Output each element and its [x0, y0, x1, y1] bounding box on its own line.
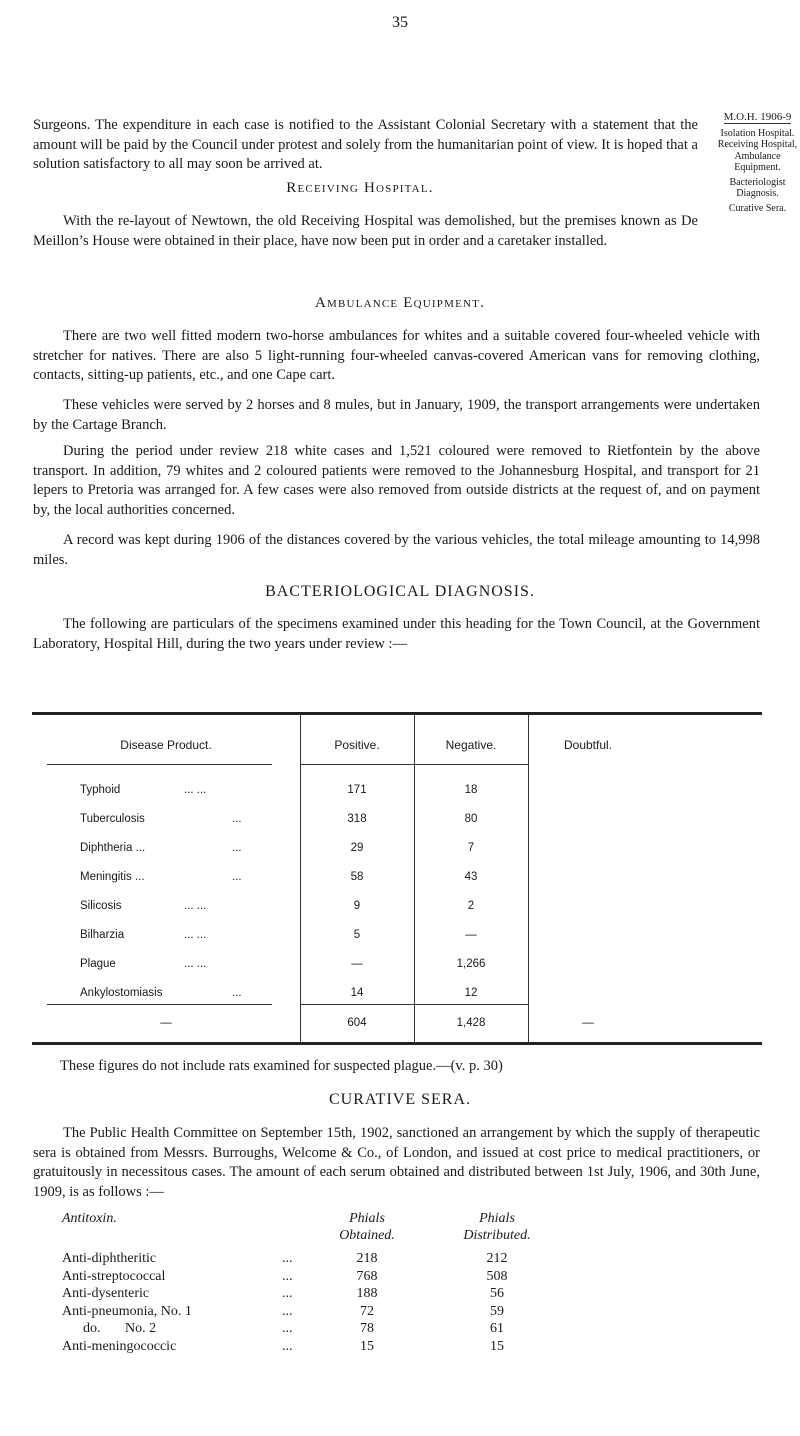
sera-header-obtained-1: Phials [349, 1211, 385, 1226]
table-row [32, 842, 762, 862]
margin-header: M.O.H. 1906-9 [723, 111, 792, 123]
list-item [62, 1268, 582, 1286]
table-total-row [32, 1017, 762, 1037]
phials-obtained: 188 [356, 1286, 378, 1301]
negative-value: 12 [464, 987, 478, 999]
leader-dots: ... [282, 1303, 293, 1319]
negative-value: 7 [467, 842, 475, 854]
margin-note-isolation: Isolation Hospital. [720, 127, 795, 139]
list-item [62, 1338, 582, 1356]
phials-distributed: 61 [490, 1321, 504, 1336]
total-doubtful: — [582, 1017, 594, 1029]
phials-distributed: 508 [486, 1268, 508, 1284]
bacteriological-text: The following are particulars of the specimens examined under this heading for the Town Council, at the Government Laboratory, Hospital Hill, during the two years under review :— [33, 616, 760, 652]
disease-name: Diphtheria ... [80, 842, 146, 854]
sera-list [62, 1210, 582, 1355]
leader-dots: ... [232, 842, 242, 854]
table-row [32, 987, 762, 1007]
negative-value: — [465, 929, 477, 941]
negative-value: 1,266 [456, 958, 486, 970]
phials-distributed: 212 [486, 1251, 508, 1266]
phials-obtained: 768 [356, 1268, 378, 1284]
positive-value: 14 [350, 987, 364, 999]
table-header-rule [300, 764, 528, 765]
phials-distributed: 59 [490, 1303, 504, 1319]
leader-dots: ... [282, 1286, 293, 1301]
disease-name: Silicosis [80, 900, 122, 912]
leader-dots: ... [232, 813, 242, 825]
table-header-rule [47, 764, 272, 765]
page-number: 35 [392, 14, 408, 31]
phials-obtained: 78 [360, 1321, 374, 1336]
margin-note-ambulance: Ambulance Equipment. [734, 150, 781, 173]
table-header-disease: Disease Product. [120, 738, 212, 752]
specimens-table [32, 712, 762, 1046]
negative-value: 80 [464, 813, 478, 825]
ambulance-paragraph-4: A record was kept during 1906 of the distances covered by the various vehicles, the total mileage amounting to 14,998 miles. [33, 532, 760, 568]
leader-dots: ... ... [184, 784, 207, 796]
margin-notes [715, 112, 800, 214]
sera-header-obtained-2: Obtained. [339, 1228, 395, 1243]
table-row [32, 871, 762, 891]
phials-distributed: 15 [490, 1338, 504, 1354]
leader-dots: ... [232, 987, 242, 999]
phials-obtained: 218 [356, 1251, 378, 1266]
leader-dots: ... ... [184, 900, 207, 912]
disease-name: Meningitis ... [80, 871, 145, 883]
serum-name: Anti-streptococcal [62, 1268, 166, 1284]
sera-header [62, 1210, 582, 1246]
positive-value: 9 [353, 900, 361, 912]
curative-sera-text: The Public Health Committee on September 15th, 1902, sanctioned an arrangement by which the supply of therapeutic sera is obtained from Messrs. Burroughs, Welcome & Co., of London, and issued at cost price to medical practitioners, or gratuitously in necessitous cases. The amount of each serum obtained and distributed between 1st July, 1906, and 30th June, 1909, is as follows :— [33, 1125, 760, 1200]
table-header-doubtful: Doubtful. [563, 738, 613, 752]
leader-dots: ... [232, 871, 242, 883]
positive-value: 29 [350, 842, 364, 854]
positive-value: 171 [347, 784, 367, 796]
bacteriological-heading: BACTERIOLOGICAL DIAGNOSIS. [265, 583, 535, 600]
total-disease: — [160, 1017, 172, 1029]
leader-dots: ... [282, 1338, 293, 1354]
margin-note-receiving: Receiving Hospital, [717, 139, 798, 150]
sera-header-distributed-2: Distributed. [463, 1228, 531, 1243]
sera-header-distributed-1: Phials [479, 1211, 515, 1226]
positive-value: 5 [353, 929, 361, 941]
positive-value: 58 [350, 871, 364, 883]
receiving-hospital-heading: Receiving Hospital. [286, 180, 434, 196]
table-row [32, 784, 762, 804]
list-item [62, 1250, 582, 1268]
list-item [62, 1285, 582, 1303]
table-top-rule [32, 712, 762, 715]
negative-value: 43 [464, 871, 478, 883]
table-row [32, 900, 762, 920]
negative-value: 2 [467, 900, 475, 912]
disease-name: Bilharzia [80, 929, 125, 941]
disease-name: Ankylostomiasis [80, 987, 163, 999]
list-item [62, 1320, 582, 1338]
disease-name: Plague [80, 958, 116, 970]
table-bottom-rule [32, 1042, 762, 1045]
margin-note-bacteriologist: Bacteriologist Diagnosis. [729, 176, 786, 199]
total-positive: 604 [347, 1017, 367, 1029]
serum-name: Anti-dysenteric [62, 1286, 150, 1301]
phials-distributed: 56 [490, 1286, 504, 1301]
table-footnote: These figures do not include rats examined for suspected plague.—(v. p. 30) [60, 1058, 503, 1074]
serum-name: do. No. 2 [62, 1321, 157, 1336]
table-row [32, 929, 762, 949]
disease-name: Typhoid [80, 784, 121, 796]
curative-sera-heading: CURATIVE SERA. [328, 1091, 471, 1108]
ambulance-heading: Ambulance Equipment. [314, 295, 486, 311]
negative-value: 18 [464, 784, 478, 796]
leader-dots: ... [282, 1268, 293, 1284]
intro-paragraph: Surgeons. The expenditure in each case is notified to the Assistant Colonial Secretary with a statement that the amount will be paid by the Council under protest and solely from the humanitarian point of view. It is hoped that a solution satisfactory to all may soon be arrived at. [33, 117, 698, 172]
list-item [62, 1303, 582, 1321]
leader-dots: ... ... [184, 958, 207, 970]
positive-value: 318 [347, 813, 367, 825]
table-row [32, 958, 762, 978]
serum-name: Anti-meningococcic [62, 1338, 177, 1354]
table-header-negative: Negative. [445, 738, 497, 752]
positive-value: — [351, 958, 363, 970]
table-row [32, 813, 762, 833]
ambulance-paragraph-1: There are two well fitted modern two-horse ambulances for whites and a suitable covered four-wheeled vehicle with stretcher for natives. There are also 5 light-running four-wheeled canvas-covered American vans for removing clothing, contacts, sitting-up patients, etc., and one Cape cart. [33, 328, 760, 383]
table-header-positive: Positive. [334, 738, 380, 752]
serum-name: Anti-pneumonia, No. 1 [62, 1303, 192, 1319]
phials-obtained: 72 [360, 1303, 374, 1319]
phials-obtained: 15 [360, 1338, 374, 1354]
leader-dots: ... [282, 1251, 293, 1266]
margin-note-sera: Curative Sera. [728, 202, 787, 214]
sera-header-antitoxin: Antitoxin. [62, 1211, 117, 1226]
total-negative: 1,428 [456, 1017, 486, 1029]
receiving-hospital-text: With the re-layout of Newtown, the old Receiving Hospital was demolished, but the premises known as De Meillon’s House were obtained in their place, have now been put in order and a caretaker installed. [33, 213, 698, 249]
leader-dots: ... [282, 1321, 293, 1336]
serum-name: Anti-diphtheritic [62, 1251, 157, 1266]
ambulance-paragraph-2: These vehicles were served by 2 horses and 8 mules, but in January, 1909, the transport arrangements were undertaken by the Cartage Branch. [33, 397, 760, 433]
leader-dots: ... ... [184, 929, 207, 941]
ambulance-paragraph-3: During the period under review 218 white cases and 1,521 coloured were removed to Rietfontein by the above transport. In addition, 79 whites and 2 coloured patients were removed to the Johannesburg Hospital, and transport for 21 lepers to Pretoria was arranged for. A few cases were also removed from outside districts at the request of, and on payment by, the local authorities concerned. [33, 443, 760, 518]
disease-name: Tuberculosis [80, 813, 145, 825]
